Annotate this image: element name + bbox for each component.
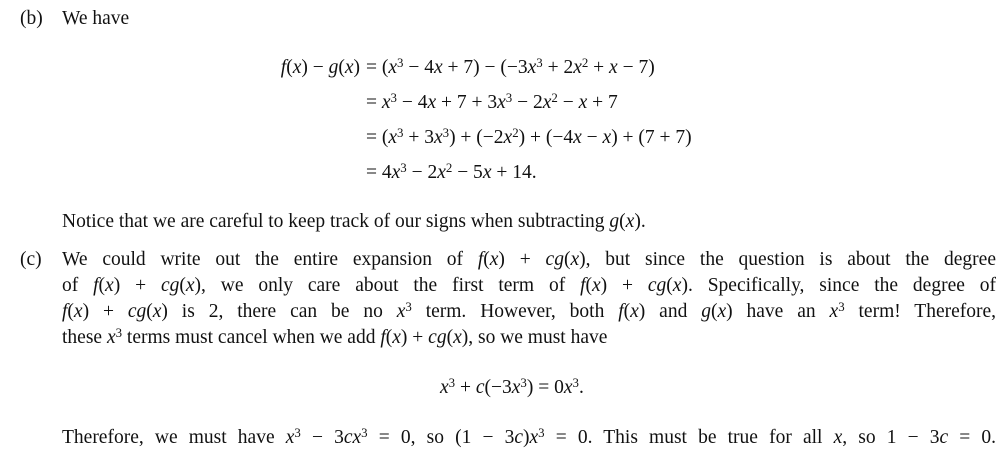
part-c-line-1: We could write out the entire expansion of f(x) + cg(x), but since the question is about the degree [62, 249, 996, 270]
part-c-label: (c) [20, 249, 42, 270]
part-c-line-4: these $x^3$ terms must cancel when we add f(x) + cg(x), so we must have [62, 325, 608, 348]
part-c-line-3: f(x) + cg(x) is 2, there can be no $x^3$ term. However, both f(x) and g(x) have an $x^3$ term! Therefore, [62, 299, 997, 322]
display-equation: $x^3 + c(-3x^3) = 0x^3$. [440, 375, 584, 398]
part-b-intro: We have [62, 8, 130, 29]
equation-line-4: = $4x^3 - 2x^2 - 5x + 14$. [366, 160, 537, 183]
equation-line-1 [280, 55, 655, 78]
part-b-note: Notice that we are careful to keep track of our signs when subtracting g(x). [62, 211, 646, 232]
equation-lhs: f(x) − g(x) [280, 57, 360, 78]
equation-line-2: = $x^3 - 4x + 7 + 3x^3 - 2x^2 - x + 7$ [366, 90, 618, 113]
part-c-conclusion: Therefore, we must have $x^3 - 3cx^3 = 0$, so $(1 - 3c)x^3 = 0$. This must be true for all x, so 1 − 3c = 0. [62, 425, 996, 448]
equation-rhs: = $(x^3 - 4x + 7) - (-3x^3 + 2x^2 + x - 7)$ [366, 55, 655, 78]
part-c-line-2: of f(x) + cg(x), we only care about the first term of f(x) + cg(x). Specifically, since the degree of [62, 275, 996, 296]
equation-line-3: = $(x^3 + 3x^3) + (-2x^2) + (-4x - x) + (7 + 7)$ [366, 125, 692, 148]
part-b-label: (b) [20, 8, 43, 29]
